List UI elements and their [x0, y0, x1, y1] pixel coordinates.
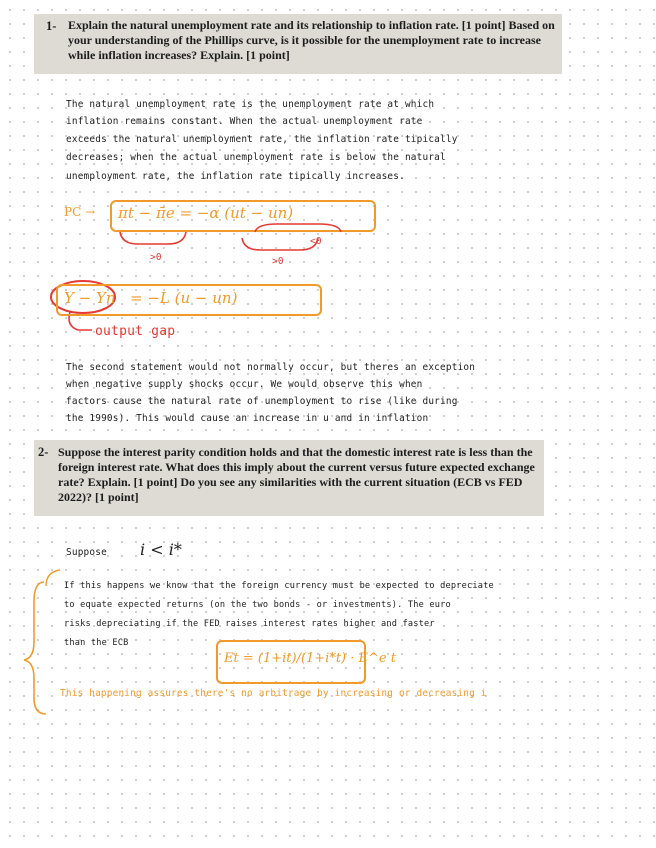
question-2-number: 2- [38, 445, 49, 459]
answer-2-bracket [24, 582, 46, 714]
answer-1b-line-4: the 1990s). This would cause an increase in u and in inflation [66, 413, 429, 424]
pc-equation: πt − π̄e = −α (ut − un) [118, 204, 294, 222]
answer-2-condition: i < i* [140, 540, 182, 559]
brace-upper [255, 224, 341, 232]
answer-2-line-1: If this happens we know that the foreign currency must be expected to depreciate [64, 581, 494, 591]
question-2-text: Suppose the interest parity condition holds and that the domestic interest rate is less than the foreign interest rate. What does this imply about the current versus future expected exchange rate? Explain. [1 point] Do you see any similarities with the current situation (ECB vs FED 2022)? [1 point] [58, 445, 535, 504]
answer-2-bracket-top [46, 570, 60, 586]
question-1-text: Explain the natural unemployment rate and its relationship to inflation rate. [1 point] Based on your understanding of the Phillips curve, is it possible for the unemployment rate to increase while inflation increases? Explain. [1 point] [68, 18, 555, 62]
answer-1b-line-1: The second statement would not normally occur, but theres an exception [66, 362, 476, 373]
okun-lhs: Y − Yn [64, 289, 116, 307]
answer-2-equation: Et = (1+it)/(1+i*t) · E^e t [224, 651, 396, 666]
answer-1-line-2: inflation remains constant. When the actual unemployment rate [66, 116, 423, 127]
pc-label: PC → [64, 205, 96, 219]
brace-right [242, 238, 318, 250]
answer-1b-line-3: factors cause the natural rate of unemployment to rise (like during [66, 396, 458, 407]
answer-1b-line-2: when negative supply shocks occur. We would observe this when [66, 379, 423, 390]
output-gap-label: output gap [95, 324, 176, 339]
question-2-box [34, 440, 544, 516]
sign-gt0-right: >0 [272, 256, 284, 267]
okun-rhs: = −L (u − un) [130, 289, 238, 307]
answer-1-line-3: exceeds the natural unemployment rate, the inflation rate tipically [66, 134, 458, 145]
answer-1-line-1: The natural unemployment rate is the unemployment rate at which [66, 99, 435, 110]
sign-lt0: <0 [310, 236, 322, 247]
brace-left [120, 232, 186, 244]
answer-2-suppose: Suppose [66, 547, 107, 558]
question-1-number: 1- [46, 19, 57, 33]
answer-1-line-4: decreases; when the actual unemployment rate is below the natural [66, 152, 446, 163]
answer-1-line-5: unemployment rate, the inflation rate tipically increases. [66, 171, 405, 182]
answer-2-line-2: to equate expected returns (on the two bonds - or investments). The euro [64, 600, 451, 610]
answer-2-line-3: risks depreciating if the FED raises interest rates higher and faster [64, 619, 435, 629]
answer-2-line-4: than the ECB [64, 638, 129, 648]
answer-2-closing: This happening assures there's no arbitrage by increasing or decreasing i [60, 688, 487, 699]
sign-gt0-left: >0 [150, 252, 162, 263]
